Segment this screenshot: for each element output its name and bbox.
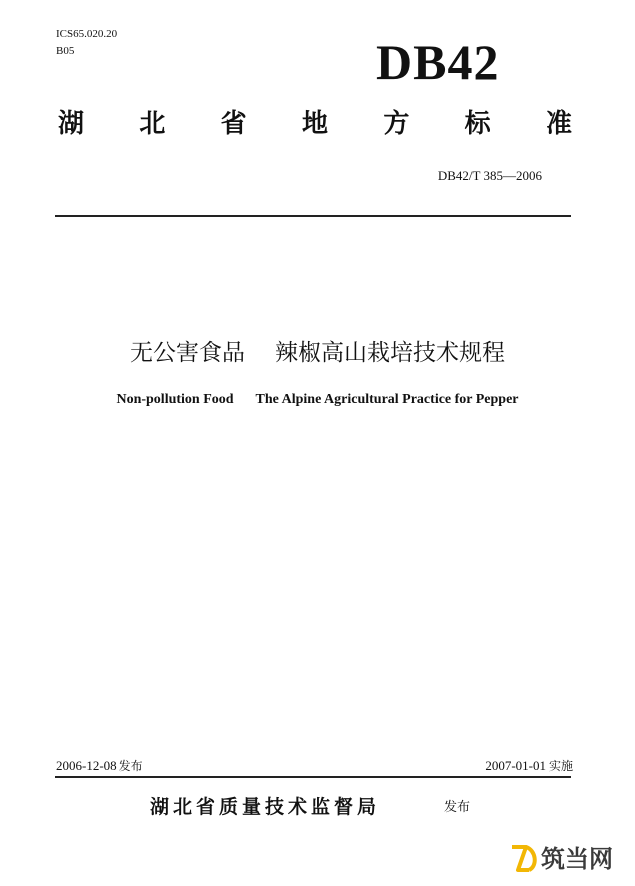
implement-date-value: 2007-01-01 [485,758,546,773]
issue-date-value: 2006-12-08 [56,758,117,773]
implement-label: 实施 [548,759,573,773]
standard-type-char: 湖 [58,109,85,139]
issue-label: 发布 [118,759,143,773]
title-en-part1: Non-pollution Food [116,392,234,407]
standard-code: DB42 [376,34,500,90]
standard-number: DB42/T 385—2006 [437,168,542,183]
title-cn-part2: 辣椒高山栽培技术规程 [275,340,505,366]
footer-divider [55,776,571,778]
standard-type [58,106,572,142]
publisher-suffix: 发布 [444,800,471,815]
zd-logo-icon [509,842,539,876]
title-en-part2: The Alpine Agricultural Practice for Pepper [255,392,519,407]
watermark-text: 筑当网 [541,845,613,873]
title-chinese [0,336,635,370]
issue-date [56,757,143,775]
implement-date [485,757,573,775]
standard-type-char: 省 [220,109,247,139]
standard-type-char: 标 [464,109,491,139]
title-english [0,391,635,409]
standard-type-char: 准 [545,109,572,139]
standard-type-char: 方 [383,109,410,139]
classification-code: B05 [56,45,75,57]
ics-code: ICS65.020.20 [56,28,118,40]
title-cn-part1: 无公害食品 [130,340,245,366]
standard-type-char: 地 [301,109,328,139]
header-divider [55,215,571,217]
publisher: 湖北省质量技术监督局 [150,796,381,818]
standard-type-char: 北 [139,109,166,139]
watermark [509,840,627,878]
